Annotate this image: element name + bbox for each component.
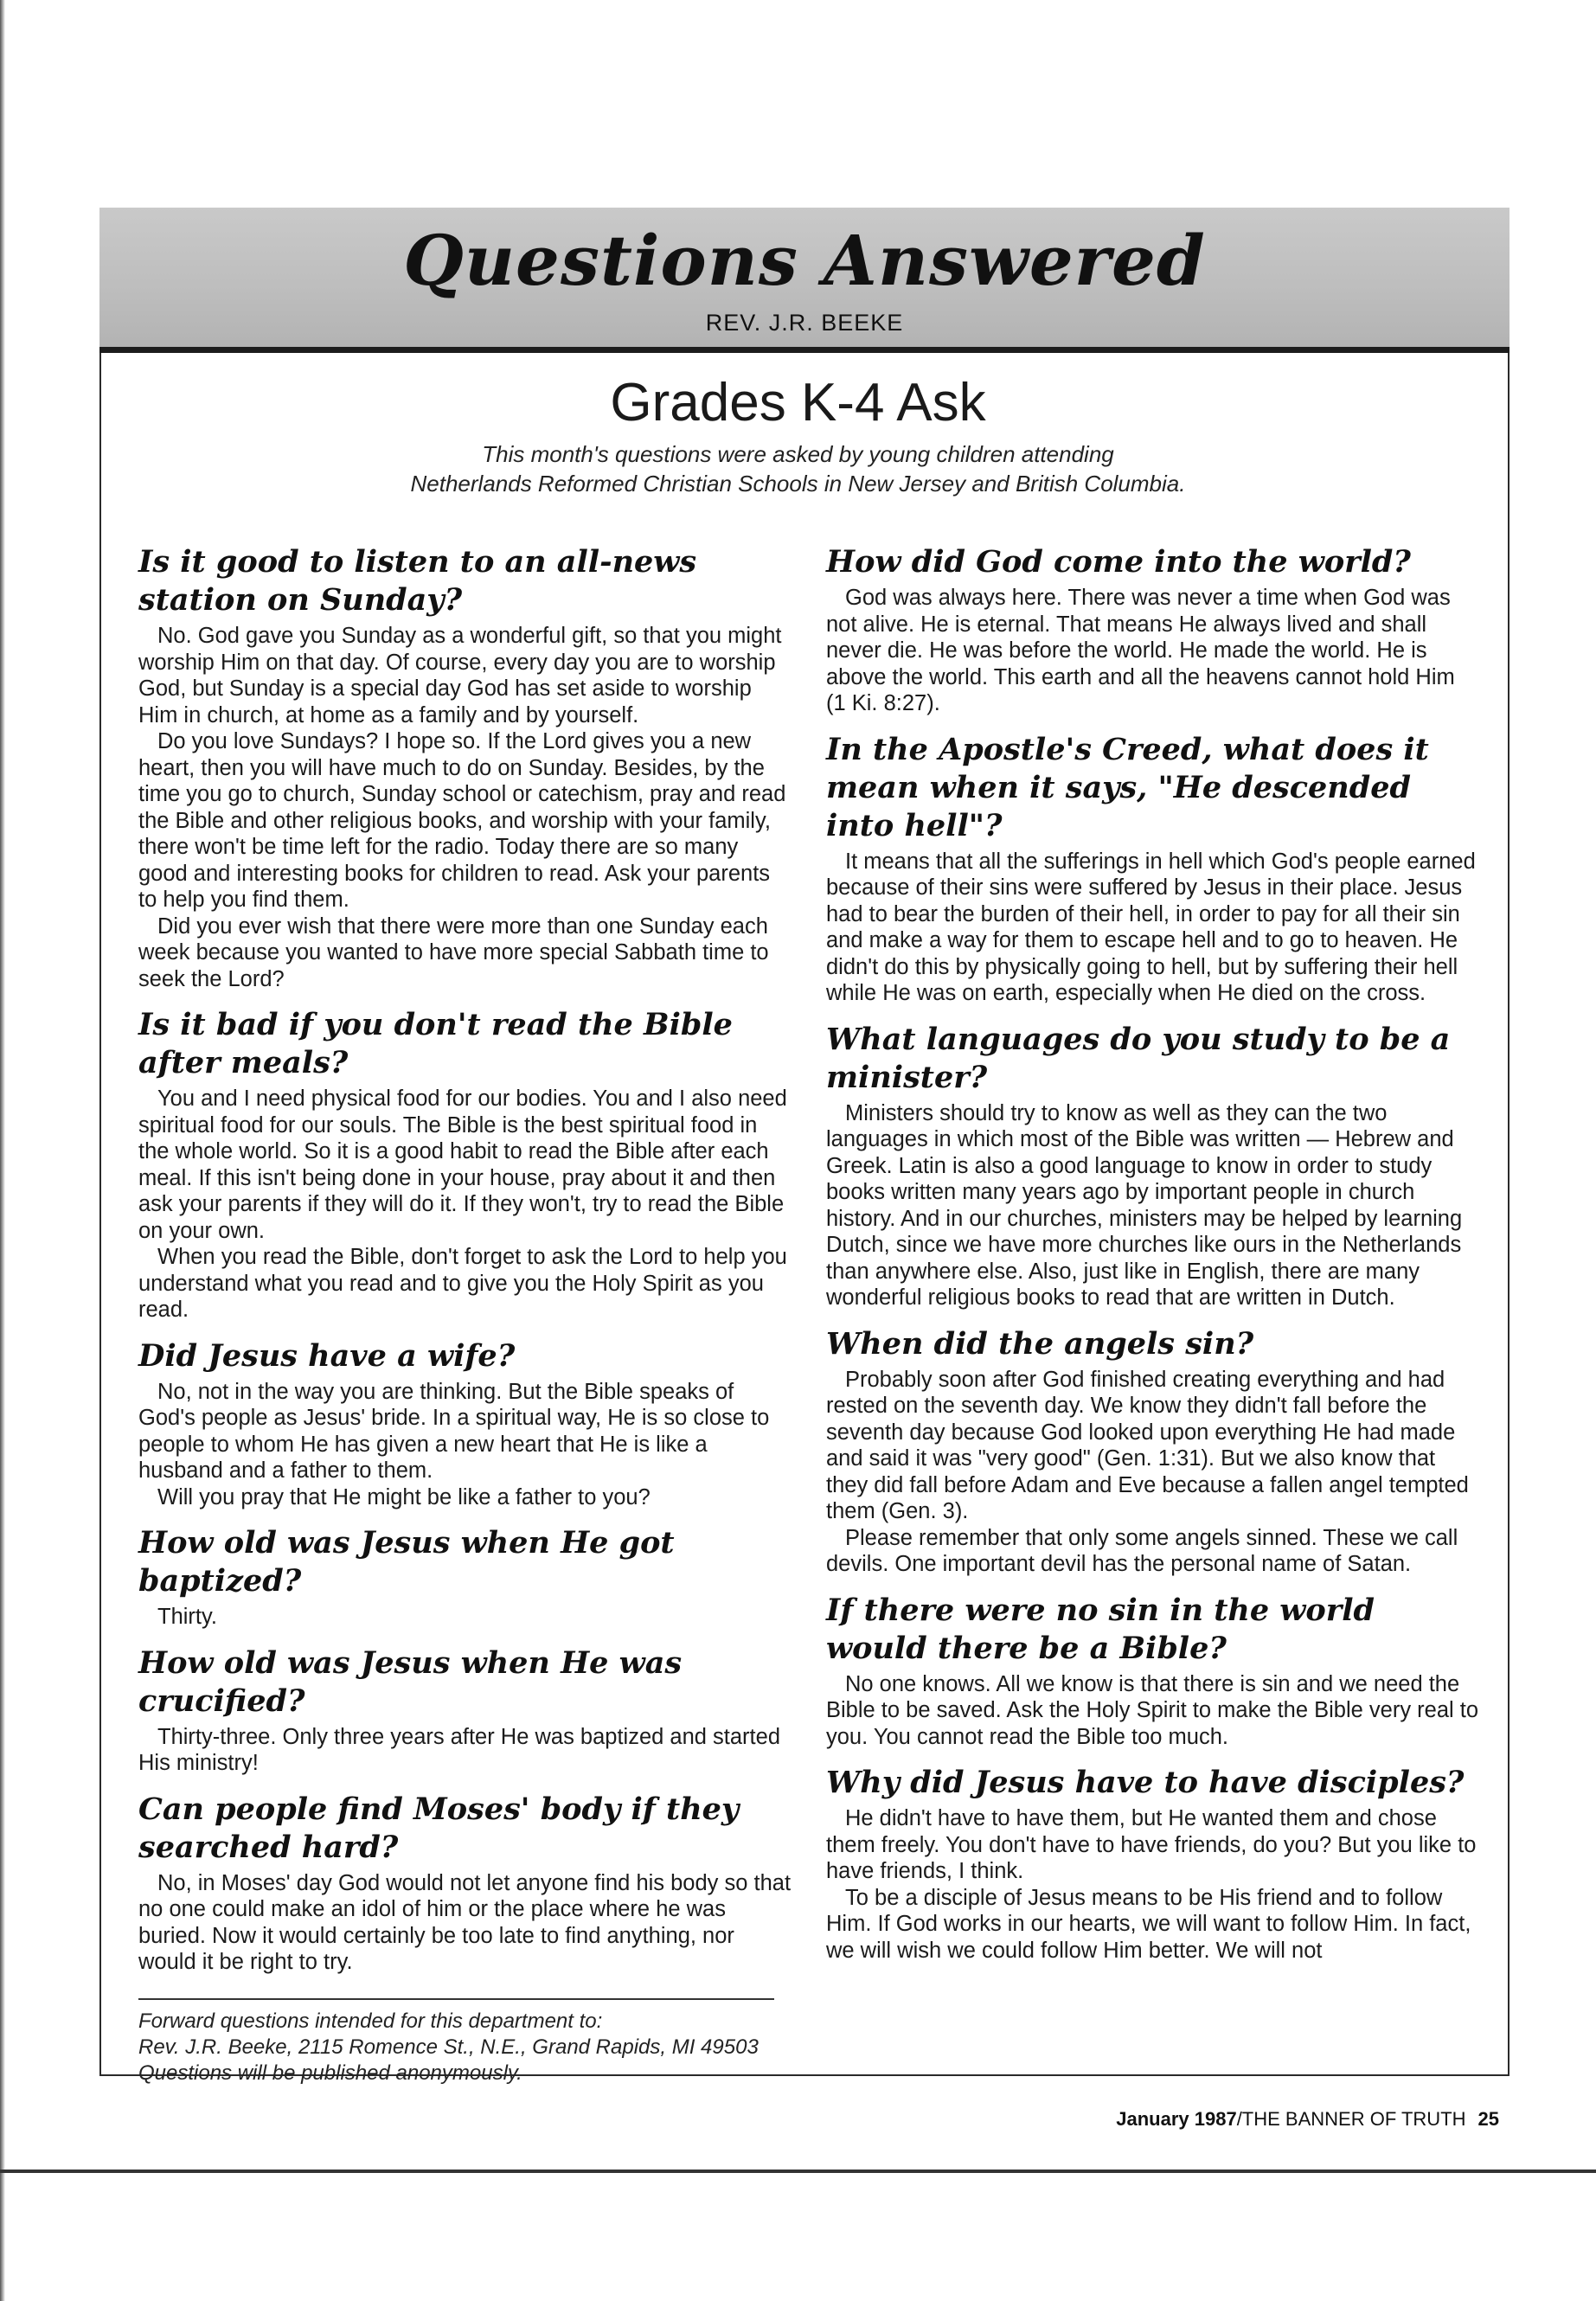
answer-paragraph: Will you pray that He might be like a father to you? <box>157 1484 651 1509</box>
answer-paragraph: No, not in the way you are thinking. But the Bible speaks of God's people as Jesus' bride. In a spiritual way, He is so close to people to whom He has given a new heart that He is like a husband and a father to them. <box>138 1379 770 1483</box>
answer-paragraph: You and I need physical food for our bodies. You and I also need spiritual food for our souls. The Bible is the best spiritual food in the whole world. So it is a good habit to read the Bible after each meal. If this isn't being done in your house, pray about it and then ask your parents if they will do it. If they won't, try to read the Bible on your own. <box>138 1086 787 1243</box>
column-title: Questions Answered <box>403 220 1206 301</box>
qa-item <box>138 1337 792 1511</box>
header-banner <box>99 208 1509 353</box>
question: Can people find Moses' body if they searched hard? <box>138 1791 740 1865</box>
page-footer <box>1116 2108 1499 2131</box>
submission-note <box>138 1998 774 2086</box>
answer-paragraph: He didn't have to have them, but He wanted them and chose them freely. You don't have to have friends, do you? But you like to have friends, I think. <box>826 1806 1477 1883</box>
answer-paragraph: Please remember that only some angels sinned. These we call devils. One important devil has the personal name of Satan. <box>826 1525 1458 1576</box>
qa-item <box>138 1644 792 1777</box>
qa-item <box>138 1524 792 1631</box>
scan-edge-bottom <box>0 2170 1596 2173</box>
question: What languages do you study to be a minister? <box>826 1021 1451 1095</box>
question: How old was Jesus when He was crucified? <box>138 1644 683 1719</box>
qa-item <box>826 731 1479 1007</box>
note-line: Questions will be published anonymously. <box>138 2061 522 2085</box>
qa-item <box>826 1021 1479 1311</box>
question: Is it good to listen to an all-news station on Sunday? <box>138 544 697 618</box>
question: If there were no sin in the world would there be a Bible? <box>826 1592 1375 1666</box>
question: In the Apostle's Creed, what does it mean when it says, "He descended into hell"? <box>826 731 1429 843</box>
question: Why did Jesus have to have disciples? <box>826 1765 1465 1800</box>
answer-paragraph: Do you love Sundays? I hope so. If the Lord gives you a new heart, then you will have much to do on Sunday. Besides, by the time you go to church, Sunday school or catechism, pray and read the Bible and other religious books, and worship with your family, there won't be time left for the radio. Today there are so many good and interesting books for children to read. Ask your parents to help you find them. <box>138 729 786 912</box>
right-column <box>826 543 1479 1977</box>
question: When did the angels sin? <box>826 1325 1254 1362</box>
issue-date: January 1987 <box>1116 2108 1237 2130</box>
qa-item <box>138 1006 792 1324</box>
intro-line: Netherlands Reformed Christian Schools in New Jersey and British Columbia. <box>410 471 1186 497</box>
question: How old was Jesus when He got baptized? <box>138 1525 675 1599</box>
section-intro <box>0 439 1596 498</box>
qa-item <box>826 543 1479 717</box>
answer-paragraph: No one knows. All we know is that there is sin and we need the Bible to be saved. Ask the Holy Spirit to make the Bible very real to you. You cannot read the Bible too much. <box>826 1671 1479 1749</box>
answer-paragraph: Thirty. <box>157 1605 217 1629</box>
answer-paragraph: Thirty-three. Only three years after He was baptized and started His ministry! <box>138 1724 781 1775</box>
section-title: Grades K-4 Ask <box>610 373 986 433</box>
author-byline: REV. J.R. BEEKE <box>705 310 904 336</box>
scan-edge <box>0 0 5 2301</box>
question: Did Jesus have a wife? <box>138 1337 516 1374</box>
question: How did God come into the world? <box>826 544 1411 580</box>
qa-item <box>138 543 792 992</box>
question: Is it bad if you don't read the Bible after meals? <box>138 1007 733 1080</box>
page-number: 25 <box>1477 2108 1499 2130</box>
note-line: Forward questions intended for this department to: <box>138 2009 603 2033</box>
qa-item <box>826 1764 1479 1964</box>
answer-paragraph: No, in Moses' day God would not let anyone find his body so that no one could make an idol of him or the place where he was buried. Now it would certainly be too late to find anything, nor would it be right to try. <box>138 1870 792 1974</box>
publication-name: /THE BANNER OF TRUTH <box>1236 2108 1466 2130</box>
answer-paragraph: No. God gave you Sunday as a wonderful gift, so that you might worship Him on that day. Of course, every day you are to worship God, but Sunday is a special day God has set aside to worship Him in church, at home as a family and by yourself. <box>138 624 782 727</box>
answer-paragraph: Ministers should try to know as well as they can the two languages in which most of the Bible was written — Hebrew and Greek. Latin is also a good language to know in order to study books written many years ago by important people in church history. And in our churches, ministers may be helped by learning Dutch, since we have more churches like ours in the Netherlands than anywhere else. Also, just like in English, there are many wonderful religious books to read that are written in Dutch. <box>826 1100 1463 1310</box>
left-column <box>138 543 792 2086</box>
note-address: Rev. J.R. Beeke, 2115 Romence St., N.E., Grand Rapids, MI 49503 <box>138 2035 759 2059</box>
answer-paragraph: To be a disciple of Jesus means to be His friend and to follow Him. If God works in our hearts, we will want to follow Him. In fact, we will wish we could follow Him better. We will not <box>826 1885 1471 1963</box>
answer-paragraph: It means that all the sufferings in hell which God's people earned because of their sins were suffered by Jesus in their place. Jesus had to bear the burden of their hell, in order to pay for all their sin and make a way for them to escape hell and to go to heaven. He didn't do this by physically going to hell, but by suffering their hell while He was on earth, especially when He died on the cross. <box>826 849 1476 1005</box>
qa-item <box>826 1325 1479 1578</box>
qa-item <box>138 1791 792 1976</box>
intro-line: This month's questions were asked by young children attending <box>482 441 1114 467</box>
answer-paragraph: God was always here. There was never a time when God was not alive. He is eternal. That means He always lived and shall never die. He was before the world. He made the world. He is above the world. This earth and all the heavens cannot hold Him (1 Ki. 8:27). <box>826 586 1455 715</box>
answer-paragraph: Probably soon after God finished creating everything and had rested on the seventh day. We know they didn't fall before the seventh day because God looked upon everything He had made and said it was "very good" (Gen. 1:31). But we also know that they did fall before Adam and Eve because a fallen angel tempted them (Gen. 3). <box>826 1367 1469 1523</box>
qa-item <box>826 1592 1479 1751</box>
answer-paragraph: Did you ever wish that there were more than one Sunday each week because you wanted to have more special Sabbath time to seek the Lord? <box>138 913 769 991</box>
answer-paragraph: When you read the Bible, don't forget to ask the Lord to help you understand what you read and to give you the Holy Spirit as you read. <box>138 1245 787 1322</box>
